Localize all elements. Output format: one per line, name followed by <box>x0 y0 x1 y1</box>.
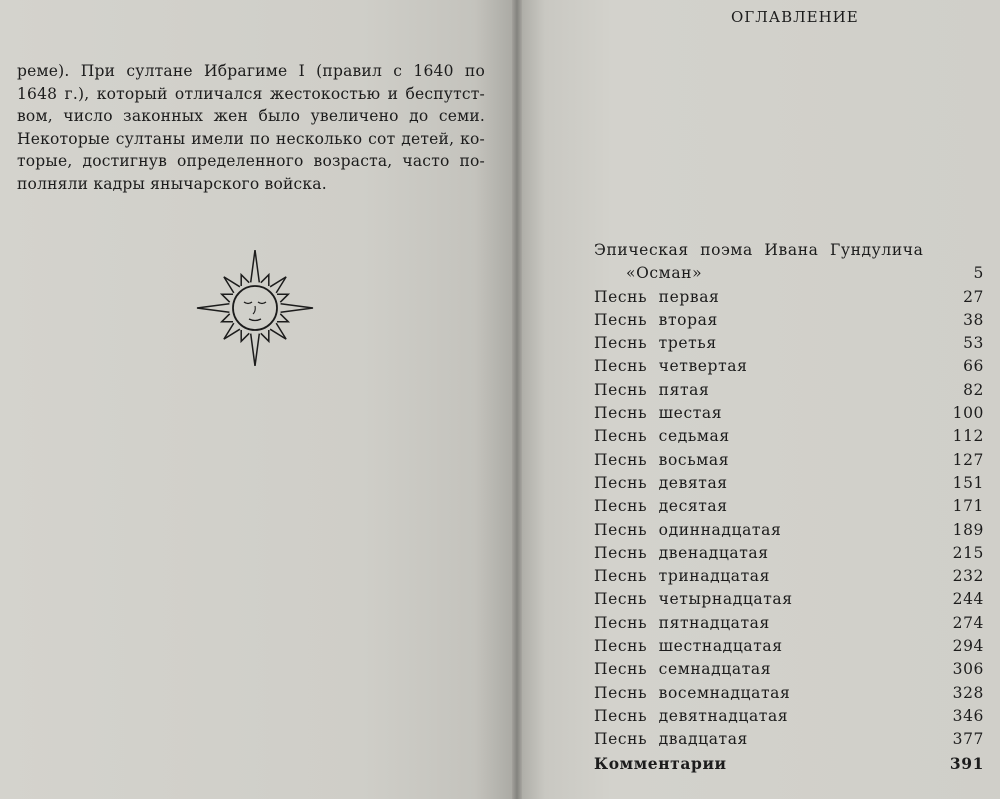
sun-with-face-icon <box>192 250 318 366</box>
toc-entry-title: Комментарии <box>594 753 727 773</box>
toc-entry-page: 38 <box>963 310 984 329</box>
toc-entry-page: 127 <box>952 450 984 469</box>
toc-entry-page: 100 <box>952 404 984 423</box>
toc-entry-page: 274 <box>952 613 984 632</box>
toc-entry-title: Песнь первая <box>594 287 720 306</box>
toc-entry-title: Эпическая поэма Ивана Гундулича <box>594 241 924 259</box>
toc-entry-title: Песнь вторая <box>594 310 718 329</box>
toc-entry-page: 328 <box>952 683 984 702</box>
toc-entry <box>594 262 984 285</box>
toc-entry-title: Песнь шестая <box>594 404 723 423</box>
toc-entry <box>594 728 984 751</box>
toc-entry-title: Песнь шестнадцатая <box>594 637 783 656</box>
toc-entry-title: Песнь третья <box>594 334 717 353</box>
toc-entry-page: 151 <box>952 473 984 492</box>
toc-entry-page: 215 <box>952 543 984 562</box>
body-line: вом, число законных жен было увеличено до семи. <box>17 107 485 126</box>
toc-entry <box>594 658 984 681</box>
toc-entry-title: Песнь одиннадцатая <box>594 520 782 539</box>
toc-entry-title: «Осман» <box>626 264 703 283</box>
toc-entry <box>594 588 984 611</box>
toc-entry <box>594 425 984 448</box>
toc-entry-title: Песнь семнадцатая <box>594 660 772 679</box>
body-line: полняли кадры янычарского войска. <box>17 174 327 193</box>
toc-entry <box>594 239 984 262</box>
toc-entry <box>594 519 984 542</box>
body-line: 1648 г.), который отличался жестокостью и беспутст- <box>17 84 485 103</box>
toc-entry-page: 66 <box>963 357 984 376</box>
toc-entry <box>594 495 984 518</box>
body-line: Некоторые султаны имели по несколько сот детей, ко- <box>17 129 485 148</box>
toc-entry-page: 294 <box>952 637 984 656</box>
body-paragraph <box>17 60 485 196</box>
toc-entry-title: Песнь восемнадцатая <box>594 683 791 702</box>
toc-entry-title: Песнь тринадцатая <box>594 567 771 586</box>
toc-entry-page: 346 <box>952 706 984 725</box>
toc-entry-title: Песнь двенадцатая <box>594 543 769 562</box>
table-of-contents <box>594 239 984 775</box>
toc-entry <box>594 542 984 565</box>
toc-entry-title: Песнь девятая <box>594 473 728 492</box>
toc-entry <box>594 705 984 728</box>
toc-entry <box>594 635 984 658</box>
toc-entry <box>594 752 984 775</box>
toc-entry <box>594 332 984 355</box>
toc-entry-title: Песнь двадцатая <box>594 730 748 749</box>
toc-heading: ОГЛАВЛЕНИЕ <box>731 8 859 26</box>
toc-entry-page: 244 <box>952 590 984 609</box>
toc-entry <box>594 612 984 635</box>
toc-entry-page: 377 <box>952 730 984 749</box>
toc-entry <box>594 309 984 332</box>
toc-entry <box>594 449 984 472</box>
toc-entry-title: Песнь четырнадцатая <box>594 590 793 609</box>
book-gutter <box>512 0 522 799</box>
toc-entry-page: 306 <box>952 660 984 679</box>
toc-entry-page: 82 <box>963 380 984 399</box>
body-line: реме). При султане Ибрагиме I (правил с 1640 по <box>17 62 485 80</box>
toc-entry <box>594 472 984 495</box>
toc-entry-page: 112 <box>952 427 984 446</box>
toc-entry-title: Песнь девятнадцатая <box>594 706 789 725</box>
toc-entry-page: 53 <box>963 334 984 353</box>
toc-entry-title: Песнь десятая <box>594 497 728 516</box>
toc-entry-title: Песнь четвертая <box>594 357 748 376</box>
toc-entry <box>594 565 984 588</box>
toc-entry-page: 189 <box>952 520 984 539</box>
toc-entry-title: Песнь восьмая <box>594 450 730 469</box>
toc-entry-title: Песнь пятнадцатая <box>594 613 770 632</box>
toc-entry <box>594 682 984 705</box>
toc-entry-page: 232 <box>952 567 984 586</box>
toc-entry-page: 171 <box>952 497 984 516</box>
toc-entry <box>594 402 984 425</box>
toc-entry-page: 391 <box>949 753 984 773</box>
body-line: торые, достигнув определенного возраста, часто по- <box>17 152 485 171</box>
toc-entry-page: 27 <box>963 287 984 306</box>
toc-entry-page: 5 <box>973 264 984 283</box>
toc-entry <box>594 355 984 378</box>
toc-entry <box>594 379 984 402</box>
toc-entry <box>594 286 984 309</box>
toc-entry-title: Песнь пятая <box>594 380 710 399</box>
toc-entry-title: Песнь седьмая <box>594 427 730 446</box>
